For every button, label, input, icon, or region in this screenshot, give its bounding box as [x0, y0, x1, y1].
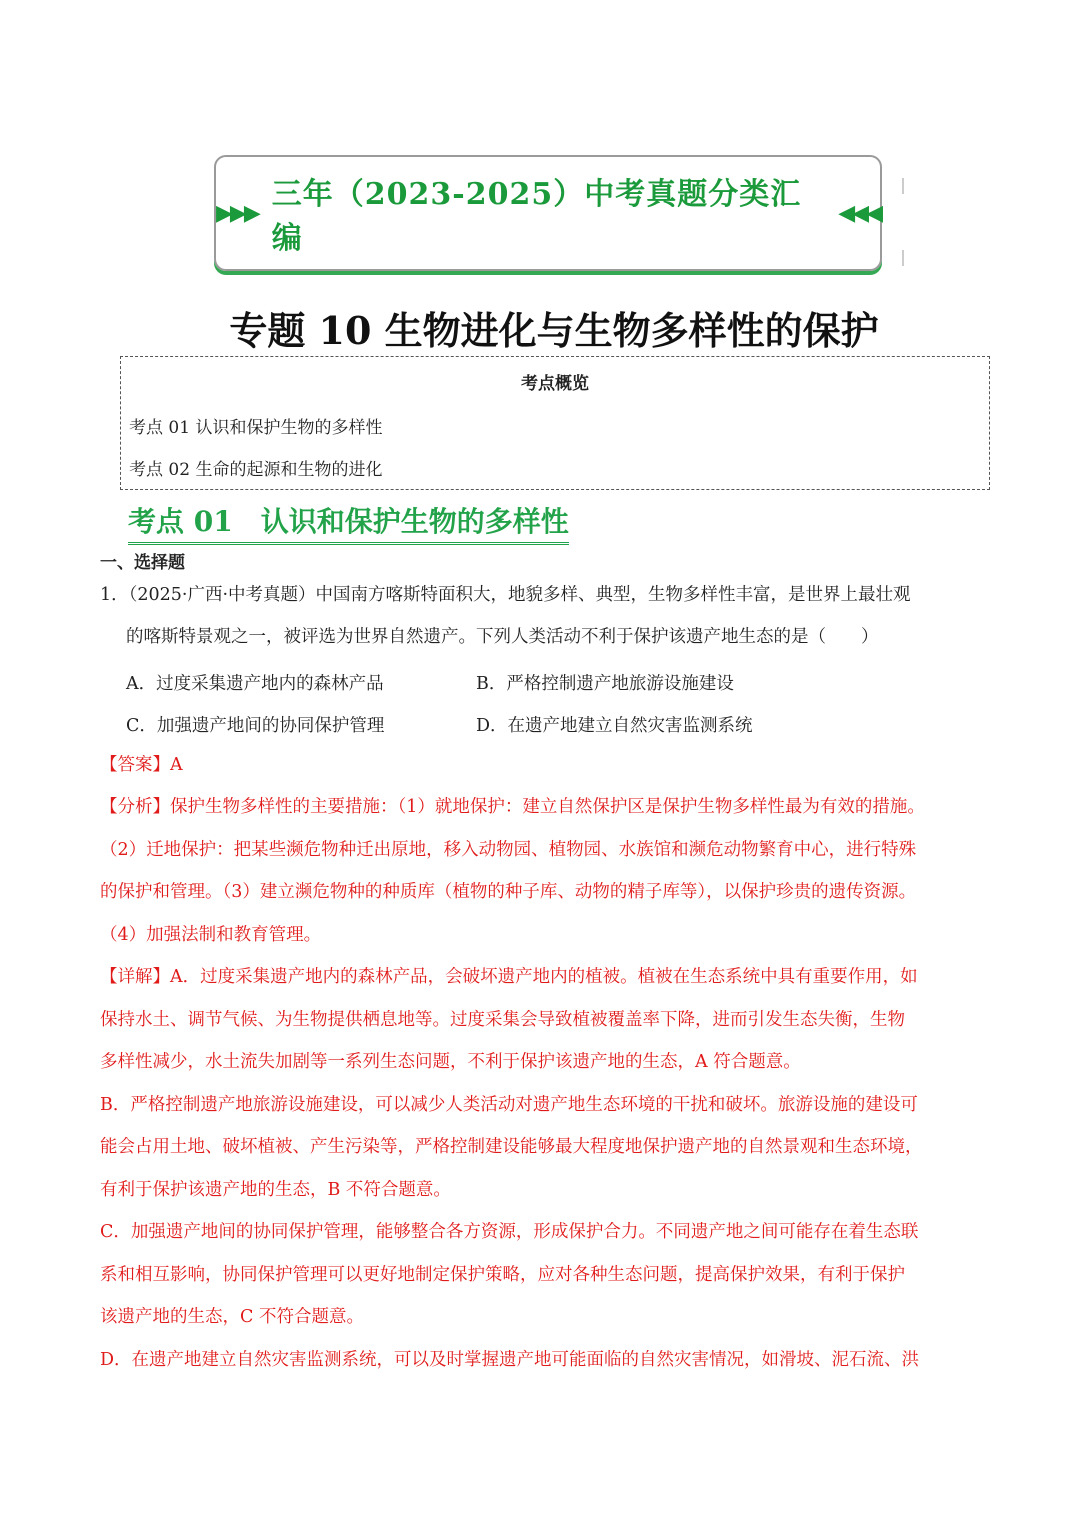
section-heading	[128, 500, 569, 545]
analysis-line: 的保护和管理。（3）建立濒危物种的种质库（植物的种子库、动物的精子库等），以保护珍贵的遗传资源。	[100, 882, 917, 902]
page-title: 专题 10 生物进化与生物多样性的保护	[229, 308, 879, 353]
right-arrows-icon: ▶▶▶	[216, 200, 258, 226]
option-a: A．过度采集遗产地内的森林产品	[126, 674, 384, 694]
edge-mark	[902, 250, 904, 266]
subsection-heading: 一、选择题	[100, 553, 185, 573]
answer: 【答案】A	[100, 755, 183, 775]
overview-box	[120, 356, 990, 490]
detail-line: 有利于保护该遗产地的生态，B 不符合题意。	[100, 1180, 451, 1200]
question-line: 的喀斯特景观之一，被评选为世界自然遗产。下列人类活动不利于保护该遗产地生态的是（ ）	[126, 627, 879, 647]
analysis-line: （4）加强法制和教育管理。	[100, 925, 322, 945]
left-arrows-icon: ◀◀◀	[838, 200, 880, 226]
question-line: 1．（2025·广西·中考真题）中国南方喀斯特面积大，地貌多样、典型，生物多样性丰富，是世界上最壮观	[100, 585, 911, 605]
detail-line: 系和相互影响，协同保护管理可以更好地制定保护策略，应对各种生态问题，提高保护效果，有利于保护	[100, 1265, 905, 1285]
section-number: 考点 01	[128, 505, 233, 538]
option-c: C．加强遗产地间的协同保护管理	[126, 716, 385, 736]
banner-title: 三年（2023-2025）中考真题分类汇编	[271, 177, 802, 256]
overview-item: 考点 01 认识和保护生物的多样性	[129, 418, 383, 438]
detail-line: 保持水土、调节气候、为生物提供栖息地等。过度采集会导致植被覆盖率下降，进而引发生态失衡，生物	[100, 1010, 905, 1030]
analysis-line: （2）迁地保护：把某些濒危物种迁出原地，移入动物园、植物园、水族馆和濒危动物繁育中心，进行特殊	[100, 840, 917, 860]
option-d: D．在遗产地建立自然灾害监测系统	[476, 716, 753, 736]
section-title: 认识和保护生物的多样性	[260, 505, 569, 538]
detail-line: D．在遗产地建立自然灾害监测系统，可以及时掌握遗产地可能面临的自然灾害情况，如滑坡、泥石流、洪	[100, 1350, 920, 1370]
overview-title: 考点概览	[521, 374, 589, 394]
detail-line: 【详解】A．过度采集遗产地内的森林产品，会破坏遗产地内的植被。植被在生态系统中具有重要作用，如	[100, 967, 918, 987]
analysis-line: 【分析】保护生物多样性的主要措施：（1）就地保护：建立自然保护区是保护生物多样性最为有效的措施。	[100, 797, 925, 817]
overview-item: 考点 02 生命的起源和生物的进化	[129, 460, 383, 480]
edge-mark	[902, 178, 904, 194]
detail-line: 能会占用土地、破坏植被、产生污染等，严格控制建设能够最大程度地保护遗产地的自然景观和生态环境，	[100, 1137, 923, 1157]
detail-line: C．加强遗产地间的协同保护管理，能够整合各方资源，形成保护合力。不同遗产地之间可能存在着生态联	[100, 1222, 919, 1242]
option-b: B．严格控制遗产地旅游设施建设	[476, 674, 734, 694]
detail-line: 该遗产地的生态，C 不符合题意。	[100, 1307, 364, 1327]
detail-line: B．严格控制遗产地旅游设施建设，可以减少人类活动对遗产地生态环境的干扰和破坏。旅游设施的建设可	[100, 1095, 918, 1115]
collection-banner	[214, 155, 882, 271]
detail-line: 多样性减少，水土流失加剧等一系列生态问题，不利于保护该遗产地的生态，A 符合题意。	[100, 1052, 801, 1072]
